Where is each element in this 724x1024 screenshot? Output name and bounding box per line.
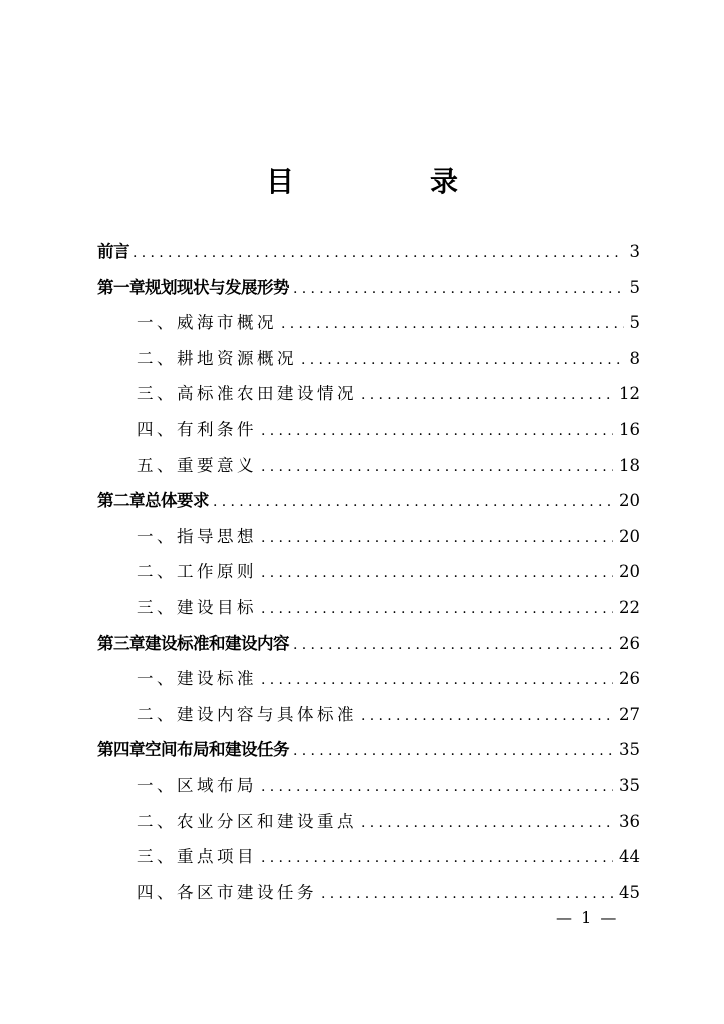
toc-entry-label: 前言 [97,242,129,261]
toc-entry-page: 22 [619,597,640,617]
toc-chapter-entry[interactable] [97,234,640,270]
toc-entry-label: 三、高标准农田建设情况 [137,384,357,404]
toc-section-entry[interactable] [97,341,640,377]
toc-entry-page: 35 [619,775,640,795]
dot-leader [261,841,613,877]
toc-entry-label: 四、各区市建设任务 [137,882,317,902]
toc-entry-page: 16 [619,419,640,439]
toc-entry-page: 44 [619,847,640,867]
toc-section-entry[interactable] [97,875,640,911]
dot-leader [133,236,624,272]
toc-section-entry[interactable] [97,590,640,626]
toc-entry-label: 二、建设内容与具体标准 [137,704,357,724]
toc-section-entry[interactable] [97,412,640,448]
toc-entry-page: 36 [619,811,640,831]
dot-leader [361,806,613,842]
toc-entry-label: 一、区域布局 [137,775,257,795]
toc-entry-page: 18 [619,455,640,475]
toc-entry-page: 26 [619,633,640,653]
toc-entry-page: 35 [619,740,640,760]
toc-entry-label: 三、建设目标 [137,597,257,617]
dot-leader [293,734,613,770]
dot-leader [261,663,613,699]
toc-section-entry[interactable] [97,554,640,590]
toc-entry-label: 三、重点项目 [137,847,257,867]
dot-leader [281,307,624,343]
page-number: — 1 — [556,908,619,927]
toc-entry-label: 一、建设标准 [137,669,257,689]
table-of-contents [97,234,640,910]
toc-entry-page: 20 [619,491,640,511]
dot-leader [261,556,613,592]
toc-entry-page: 5 [629,313,640,333]
toc-entry-page: 8 [629,348,640,368]
toc-entry-label: 二、耕地资源概况 [137,348,297,368]
dot-leader [261,521,613,557]
toc-chapter-entry[interactable] [97,732,640,768]
toc-section-entry[interactable] [97,305,640,341]
toc-entry-page: 26 [619,669,640,689]
dot-leader [261,770,613,806]
dot-leader [261,450,613,486]
toc-chapter-entry[interactable] [97,626,640,662]
dot-leader [261,592,613,628]
toc-section-entry[interactable] [97,839,640,875]
toc-entry-label: 第四章空间布局和建设任务 [97,740,289,760]
toc-section-entry[interactable] [97,448,640,484]
dot-leader [261,414,613,450]
toc-section-entry[interactable] [97,697,640,733]
toc-entry-page: 20 [619,526,640,546]
toc-section-entry[interactable] [97,768,640,804]
toc-entry-label: 第二章总体要求 [97,491,209,511]
toc-entry-label: 一、指导思想 [137,526,257,546]
toc-entry-label: 第三章建设标准和建设内容 [97,633,289,653]
toc-entry-label: 一、威海市概况 [137,313,277,333]
dot-leader [361,699,613,735]
dot-leader [361,378,613,414]
toc-section-entry[interactable] [97,376,640,412]
toc-entry-page: 20 [619,562,640,582]
toc-entry-page: 3 [629,242,640,261]
toc-entry-label: 二、工作原则 [137,562,257,582]
toc-entry-label: 五、重要意义 [137,455,257,475]
toc-section-entry[interactable] [97,519,640,555]
toc-entry-label: 二、农业分区和建设重点 [137,811,357,831]
toc-section-entry[interactable] [97,661,640,697]
toc-entry-page: 27 [619,704,640,724]
dot-leader [301,343,624,379]
toc-entry-page: 45 [619,882,640,902]
toc-entry-label: 第一章规划现状与发展形势 [97,277,289,297]
toc-section-entry[interactable] [97,804,640,840]
dot-leader [293,628,613,664]
toc-entry-page: 5 [629,277,640,297]
toc-chapter-entry[interactable] [97,270,640,306]
page-title: 目 录 [265,165,512,198]
toc-chapter-entry[interactable] [97,483,640,519]
dot-leader [293,272,624,308]
dot-leader [213,485,613,521]
dot-leader [321,877,613,913]
toc-entry-page: 12 [619,384,640,404]
toc-entry-label: 四、有利条件 [137,419,257,439]
